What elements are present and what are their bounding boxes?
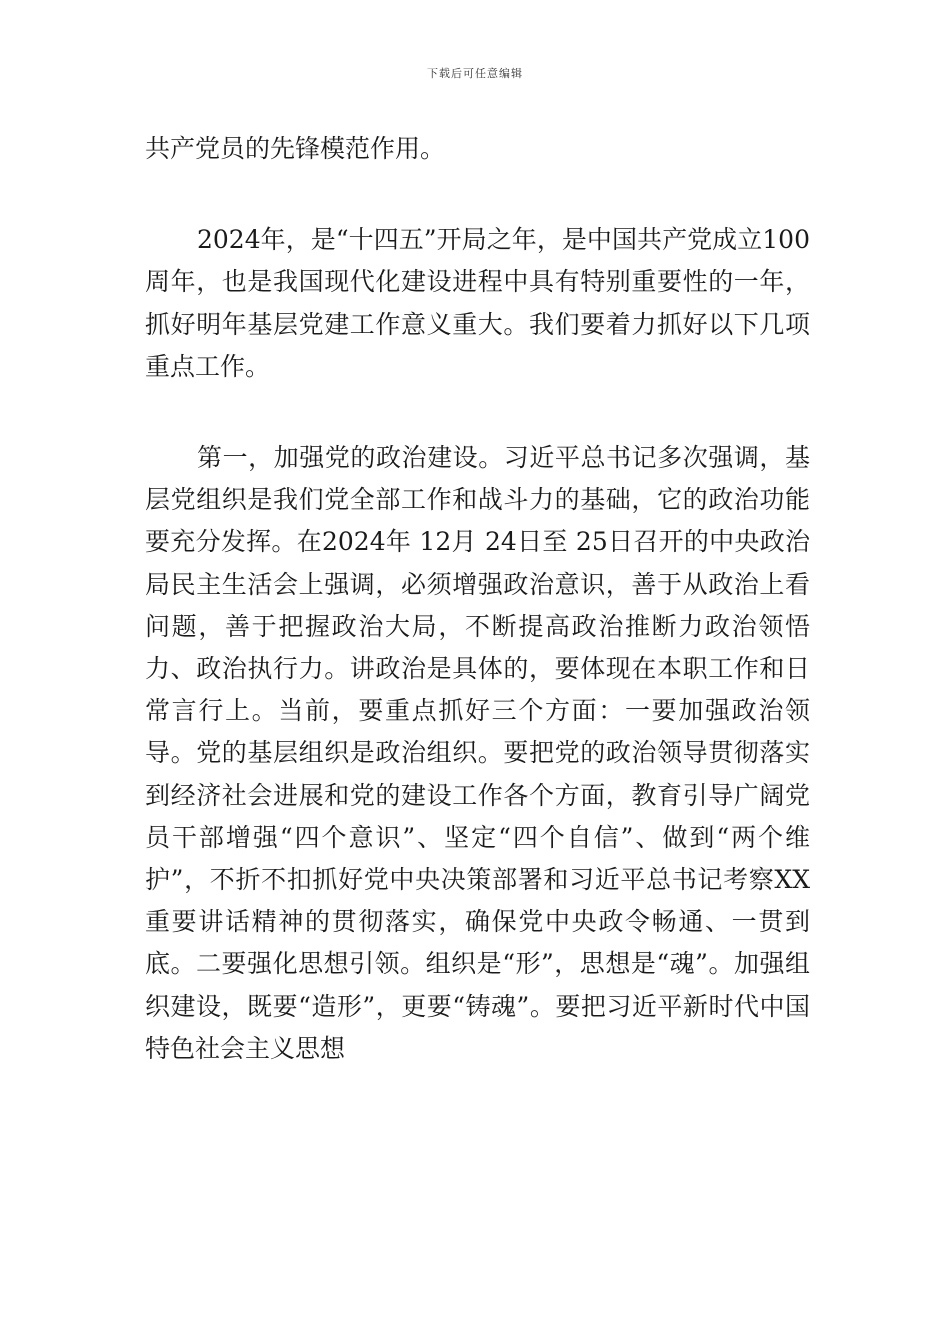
paragraph-spacer bbox=[145, 170, 810, 219]
page-header: 下载后可任意编辑 bbox=[427, 67, 523, 80]
document-body bbox=[145, 128, 810, 1070]
paragraph-spacer bbox=[145, 388, 810, 437]
paragraph-2: 2024年，是“十四五”开局之年，是中国共产党成立100周年，也是我国现代化建设进程中具有特别重要性的一年，抓好明年基层党建工作意义重大。我们要着力抓好以下几项重点工作。 bbox=[145, 225, 810, 381]
paragraph-3: 第一，加强党的政治建设。习近平总书记多次强调，基层党组织是我们党全部工作和战斗力的基础，它的政治功能要充分发挥。在2024年 12月 24日至 25日召开的中央政治局民主生活会上强调，必须增强政治意识，善于从政治上看问题，善于把握政治大局，不断提高政治推断力政治领悟力、政治执行力。讲政治是具体的，要体现在本职工作和日常言行上。当前，要重点抓好三个方面：一要加强政治领导。党的基层组织是政治组织。要把党的政治领导贯彻落实到经济社会进展和党的建设工作各个方面，教育引导广阔党员干部增强“四个意识”、坚定“四个自信”、做到“两个维护”，不折不扣抓好党中央决策部署和习近平总书记考察XX重要讲话精神的贯彻落实，确保党中央政令畅通、一贯到底。二要强化思想引领。组织是“形”，思想是“魂”。加强组织建设，既要“造形”，更要“铸魂”。要把习近平新时代中国特色社会主义思想 bbox=[145, 443, 810, 1063]
paragraph-1: 共产党员的先锋模范作用。 bbox=[145, 134, 446, 163]
